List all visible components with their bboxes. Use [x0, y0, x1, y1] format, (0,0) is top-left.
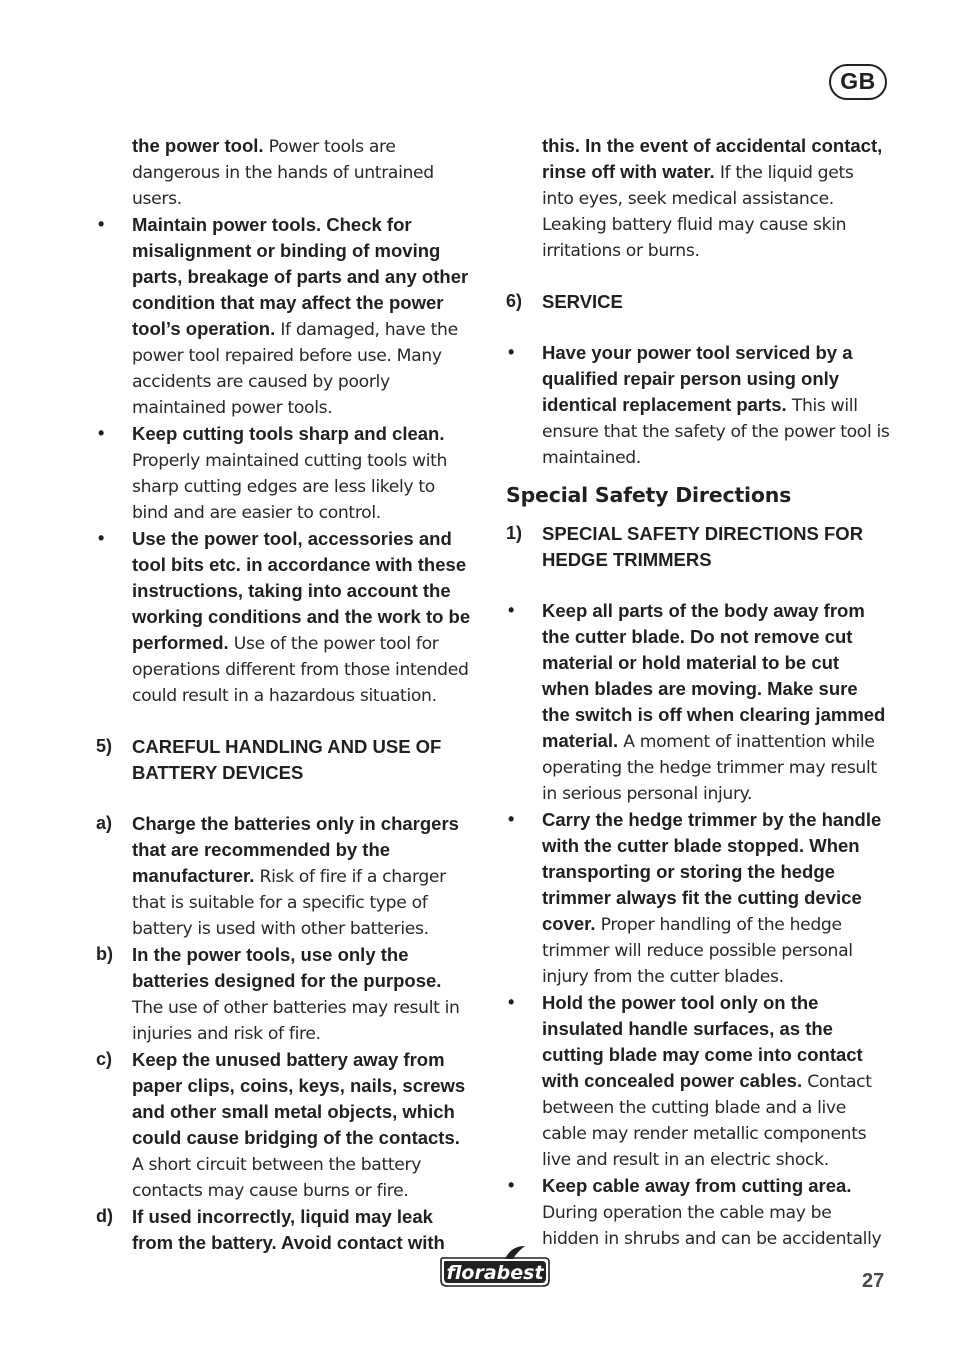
bold-text: Keep cutting tools sharp and clean.: [132, 423, 445, 444]
body-text: A short circuit between the battery contacts may cause burns or fire.: [132, 1155, 422, 1201]
florabest-logo: [439, 1244, 551, 1289]
section-number: 5): [96, 736, 113, 756]
bullet-marker: •: [508, 600, 515, 620]
left-column: [96, 133, 476, 1257]
bold-text: Keep cable away from cutting area.: [542, 1175, 852, 1196]
body-text: During operation the cable may be hidden in shrubs and can be accidentally: [542, 1203, 882, 1249]
bold-text: Keep all parts of the body away from the cutter blade. Do not remove cut material or hold material to be cut when blades are moving. Make sure the switch is off when clearing jammed material.: [542, 600, 886, 751]
section-number: 1): [506, 523, 523, 543]
body-text: If the liquid gets into eyes, seek medical assistance. Leaking battery fluid may cause skin irritations or burns.: [542, 163, 854, 261]
bullet-item: [96, 526, 476, 709]
bold-text: Use the power tool, accessories and tool bits etc. in accordance with these instructions, taking into account the working conditions and the work to be performed.: [132, 528, 471, 653]
body-text: Power tools are dangerous in the hands of untrained users.: [132, 137, 434, 209]
language-badge: GB: [829, 64, 887, 100]
bullet-marker: •: [508, 809, 515, 829]
bold-text: Hold the power tool only on the insulated handle surfaces, as the cutting blade may come into contact with concealed power cables.: [542, 992, 863, 1091]
bullet-item: [506, 990, 890, 1173]
section-heading-1: [506, 521, 890, 573]
bullet-item: [506, 807, 890, 990]
bold-text: the power tool.: [132, 135, 264, 156]
bold-text: In the power tools, use only the batteries designed for the purpose.: [132, 944, 442, 991]
item-letter: d): [96, 1206, 113, 1226]
body-text: This will ensure that the safety of the power tool is maintained.: [542, 396, 890, 468]
body-text: Proper handling of the hedge trimmer will reduce possible personal injury from the cutter blades.: [542, 915, 853, 987]
lettered-item: [96, 942, 476, 1047]
lettered-item: [96, 1047, 476, 1204]
item-letter: a): [96, 813, 113, 833]
bullet-marker: •: [508, 992, 515, 1012]
body-text: If damaged, have the power tool repaired before use. Many accidents are caused by poorly maintained power tools.: [132, 320, 458, 418]
bold-text: Carry the hedge trimmer by the handle with the cutter blade stopped. When transporting or storing the hedge trimmer always fit the cutting device cover.: [542, 809, 882, 934]
bullet-marker: •: [98, 528, 105, 548]
bullet-item: [506, 1173, 890, 1252]
bullet-item: [96, 212, 476, 421]
lettered-item: [96, 1204, 476, 1257]
item-letter: b): [96, 944, 113, 964]
right-column: [506, 133, 890, 1252]
body-text: Contact between the cutting blade and a live cable may render metallic components live and result in an electric shock.: [542, 1072, 872, 1170]
page-number: 27: [862, 1270, 885, 1292]
body-text: The use of other batteries may result in injuries and risk of fire.: [132, 998, 460, 1044]
logo-text: florabest: [446, 1262, 544, 1284]
bullet-item: [96, 421, 476, 526]
lettered-item: [96, 811, 476, 942]
bullet-marker: •: [98, 423, 105, 443]
continued-paragraph: [96, 133, 476, 212]
item-letter: c): [96, 1049, 113, 1069]
special-safety-heading: Special Safety Directions: [506, 483, 792, 507]
body-text: Risk of fire if a charger that is suitable for a specific type of battery is used with other batteries.: [132, 867, 446, 939]
section-title: CAREFUL HANDLING AND USE OF BATTERY DEVICES: [132, 736, 442, 783]
bold-text: If used incorrectly, liquid may leak from the battery. Avoid contact with: [132, 1206, 445, 1253]
bold-text: Charge the batteries only in chargers that are recommended by the manufacturer.: [132, 813, 459, 886]
section-number: 6): [506, 291, 523, 311]
section-title: SERVICE: [542, 291, 623, 312]
section-heading-6: [506, 289, 890, 315]
bold-text: Maintain power tools. Check for misalignment or binding of moving parts, breakage of parts and any other condition that may affect the power tool’s operation.: [132, 214, 469, 339]
body-text: A moment of inattention while operating the hedge trimmer may result in serious personal injury.: [542, 732, 877, 804]
bold-text: Have your power tool serviced by a qualified repair person using only identical replacement parts.: [542, 342, 853, 415]
bold-text: this. In the event of accidental contact, rinse off with water.: [542, 135, 883, 182]
body-text: Properly maintained cutting tools with sharp cutting edges are less likely to bind and are easier to control.: [132, 451, 448, 523]
section-heading-5: [96, 734, 476, 786]
bullet-marker: •: [508, 1175, 515, 1195]
continued-paragraph: [506, 133, 890, 264]
section-title: SPECIAL SAFETY DIRECTIONS FOR HEDGE TRIMMERS: [542, 523, 864, 570]
bullet-item: [506, 340, 890, 471]
bullet-marker: •: [98, 214, 105, 234]
body-text: Use of the power tool for operations different from those intended could result in a hazardous situation.: [132, 634, 469, 706]
bullet-item: [506, 598, 890, 807]
bold-text: Keep the unused battery away from paper clips, coins, keys, nails, screws and other small metal objects, which could cause bridging of the contacts.: [132, 1049, 466, 1148]
bullet-marker: •: [508, 342, 515, 362]
